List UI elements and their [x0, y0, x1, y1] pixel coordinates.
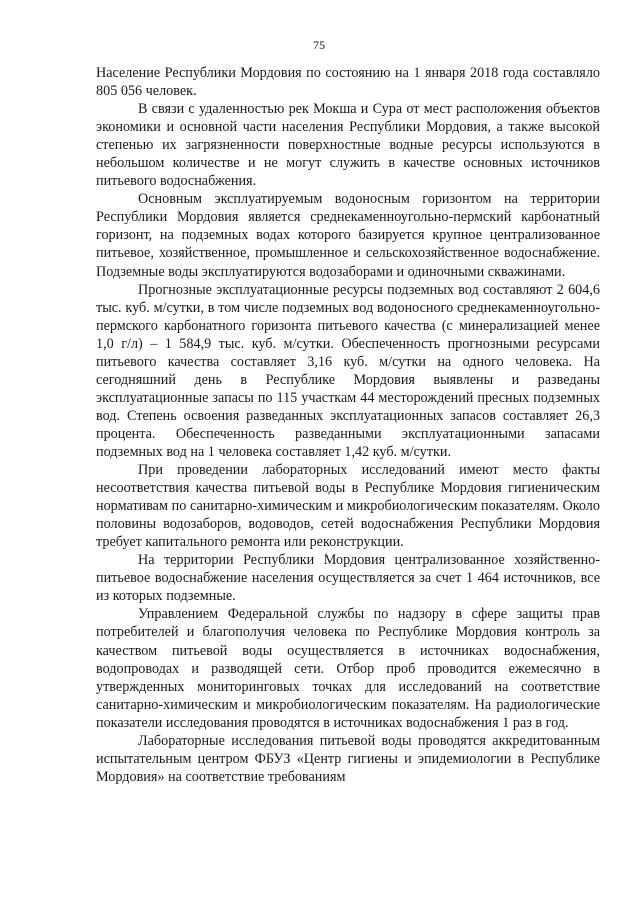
paragraph-surface-water: В связи с удаленностью рек Мокша и Сура от мест расположения объектов экономики и основной части населения Республики Мордовия, а также высокой степенью их загрязненности поверхностные водные ресурсы используются в небольшом количестве и не могут служить в качестве основных источников питьевого водоснабжения. — [96, 101, 600, 190]
paragraph-lab-findings: При проведении лабораторных исследований имеют место факты несоответствия качества питьевой воды в Республике Мордовия гигиеническим нормативам по санитарно-химическим и микробиологическим показателям. Около половины водозаборов, водоводов, сетей водоснабжения Республики Мордовия требует капитального ремонта или реконструкции. — [96, 462, 600, 551]
paragraph-water-sources: На территории Республики Мордовия централизованное хозяйственно-питьевое водоснабжение населения осуществляется за счет 1 464 источников, все из которых подземные. — [96, 552, 600, 605]
paragraph-population: Население Республики Мордовия по состоянию на 1 января 2018 года составляло 805 056 человек. — [96, 65, 600, 100]
paragraph-monitoring: Управлением Федеральной службы по надзору в сфере защиты прав потребителей и благополучия человека по Республике Мордовия контроль за качеством питьевой воды осуществляется в источниках водоснабжения, водопроводах и разводящей сети. Отбор проб проводится ежемесячно в утвержденных мониторинговых точках для исследований на соответствие санитарно-химическим и микробиологическим показателям. На радиологические показатели исследования проводятся в источниках водоснабжения 1 раз в год. — [96, 606, 600, 731]
page-number: 75 — [313, 38, 325, 52]
paragraph-accredited-lab: Лабораторные исследования питьевой воды проводятся аккредитованным испытательным центром ФБУЗ «Центр гигиены и эпидемиологии в Республике Мордовия» на соответствие требованиям — [96, 732, 600, 785]
document-body — [96, 64, 600, 786]
paragraph-aquifer: Основным эксплуатируемым водоносным горизонтом на территории Республики Мордовия является среднекаменноугольно-пермский карбонатный горизонт, на подземных водах которого базируется крупное централизованное питьевое, хозяйственное, промышленное и сельскохозяйственное водоснабжение. Подземные воды эксплуатируются водозаборами и одиночными скважинами. — [96, 191, 600, 280]
paragraph-groundwater-resources: Прогнозные эксплуатационные ресурсы подземных вод составляют 2 604,6 тыс. куб. м/сутки, в том числе подземных вод водоносного среднекаменноугольно-пермского карбонатного горизонта питьевого качества (с минерализацией менее 1,0 г/л) – 1 584,9 тыс. куб. м/сутки. Обеспеченность прогнозными ресурсами питьевого качества составляет 3,16 куб. м/сутки на одного человека. На сегодняшний день в Республике Мордовия выявлены и разведаны эксплуатационные запасы по 115 участкам 44 месторождений пресных подземных вод. Степень освоения разведанных эксплуатационных запасов составляет 26,3 процента. Обеспеченность разведанными эксплуатационными запасами подземных вод на 1 человека составляет 1,42 куб. м/сутки. — [96, 281, 600, 460]
